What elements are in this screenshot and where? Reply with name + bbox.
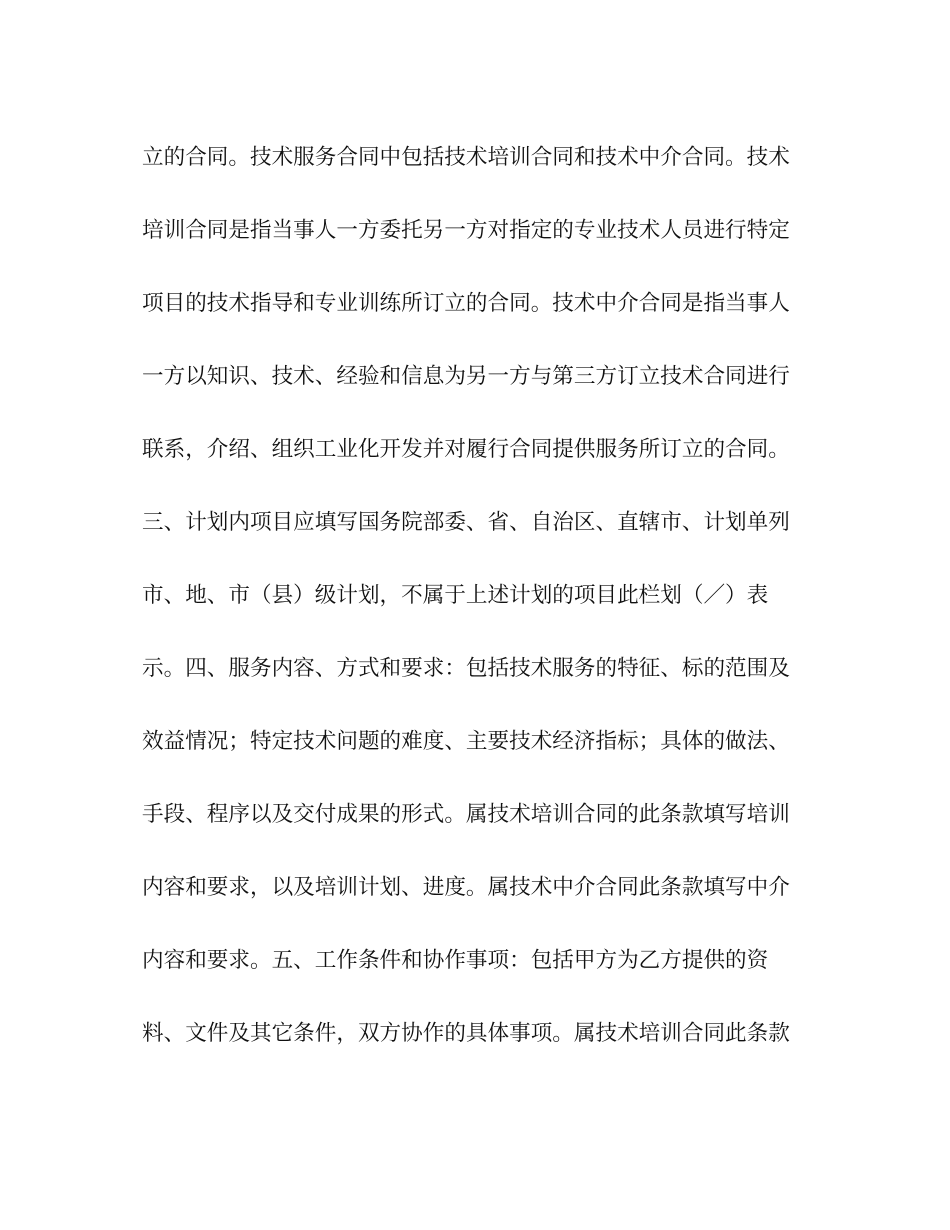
text-line: 立的合同。技术服务合同中包括技术培训合同和技术中介合同。技术 bbox=[142, 145, 790, 170]
body-text bbox=[142, 135, 822, 1084]
text-line: 三、计划内项目应填写国务院部委、省、自治区、直辖市、计划单列 bbox=[142, 510, 790, 535]
text-line: 效益情况；特定技术问题的难度、主要技术经济指标；具体的做法、 bbox=[142, 729, 790, 754]
text-line: 料、文件及其它条件，双方协作的具体事项。属技术培训合同此条款 bbox=[142, 1021, 790, 1046]
text-line: 手段、程序以及交付成果的形式。属技术培训合同的此条款填写培训 bbox=[142, 802, 790, 827]
text-line: 内容和要求，以及培训计划、进度。属技术中介合同此条款填写中介 bbox=[142, 875, 790, 900]
text-line: 联系，介绍、组织工业化开发并对履行合同提供服务所订立的合同。 bbox=[142, 437, 790, 462]
text-line: 示。四、服务内容、方式和要求：包括技术服务的特征、标的范围及 bbox=[142, 656, 790, 681]
text-line: 培训合同是指当事人一方委托另一方对指定的专业技术人员进行特定 bbox=[142, 218, 790, 243]
text-line: 市、地、市（县）级计划，不属于上述计划的项目此栏划（／）表 bbox=[142, 583, 769, 608]
text-line: 内容和要求。五、工作条件和协作事项：包括甲方为乙方提供的资 bbox=[142, 948, 769, 973]
text-line: 一方以知识、技术、经验和信息为另一方与第三方订立技术合同进行 bbox=[142, 364, 790, 389]
text-line: 项目的技术指导和专业训练所订立的合同。技术中介合同是指当事人 bbox=[142, 291, 790, 316]
